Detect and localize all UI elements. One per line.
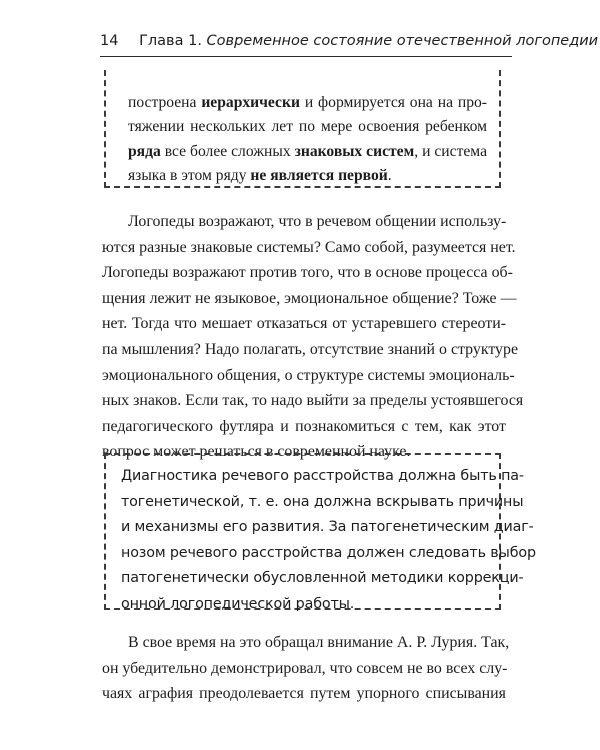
callout-box-hierarchy [104, 70, 501, 188]
text-line: па мышления? Надо полагать, отсутствие знаний о структуре [102, 340, 519, 358]
callout-1-line: тяжении нескольких лет по мере освоения ребенком [128, 118, 487, 136]
text-line: он убедительно демонстрировал, что совсем не во всех слу- [102, 659, 508, 677]
callout-text-2 [121, 464, 536, 618]
text-line: Логопеды возражают против того, что в основе процесса об- [102, 264, 513, 282]
running-header [100, 26, 599, 57]
bold-term: знаковых систем [294, 142, 415, 160]
text-line: щения лежит не языковое, эмоциональное общение? Тоже — [102, 289, 517, 307]
text-line: эмоционального общения, о структуре системы эмоциональ- [102, 366, 515, 384]
callout-2-line: онной логопедической работы. [121, 595, 355, 612]
callout-2-line: и механизмы его развития. За патогенетическим диаг- [121, 519, 534, 536]
text-line: ются разные знаковые системы? Само собой, разумеется нет. [102, 238, 516, 256]
bold-term: не является первой [250, 167, 388, 185]
bold-term: ряда [128, 142, 161, 160]
callout-2-line: Диагностика речевого расстройства должна быть па- [121, 468, 524, 484]
callout-box-diagnostics [104, 453, 536, 612]
callout-2-line: нозом речевого расстройства должен следовать выбор [121, 544, 536, 561]
text-line: вопрос может решаться в современной науке. [102, 443, 411, 461]
chapter-label: Глава 1. [139, 33, 202, 49]
text-line: нет. Тогда что мешает отказаться от устаревшего стереоти- [102, 315, 506, 333]
page-number: 14 [100, 33, 119, 49]
callout-2-line: тогенетической, т. е. она должна вскрывать причины [121, 493, 524, 510]
callout-1-line: языка в этом ряду не является первой. [128, 167, 392, 185]
text-line: В свое время на это обращал внимание А. Р. Лурия. Так, [128, 634, 510, 651]
callout-2-line: патогенетически обусловленной методики коррекци- [121, 570, 524, 587]
callout-1-line: построена иерархически и формируется она на про- [128, 94, 487, 111]
text-line: чаях аграфия преодолевается путем упорного списывания [102, 685, 506, 703]
bold-term: иерархически [201, 94, 300, 111]
chapter-title: Современное состояние отечественной логопедии [206, 33, 599, 49]
text-line: ных знаков. Если так, то надо выйти за пределы устоявшегося [102, 392, 524, 410]
body-paragraph-2 [102, 630, 510, 707]
callout-text-1 [128, 91, 487, 189]
callout-1-line: ряда все более сложных знаковых систем, и система [128, 142, 487, 160]
text-line: Логопеды возражают, что в речевом общении использу- [128, 213, 507, 230]
body-paragraph-1 [102, 209, 524, 465]
text-line: педагогического футляра и познакомиться с тем, как этот [102, 417, 506, 435]
